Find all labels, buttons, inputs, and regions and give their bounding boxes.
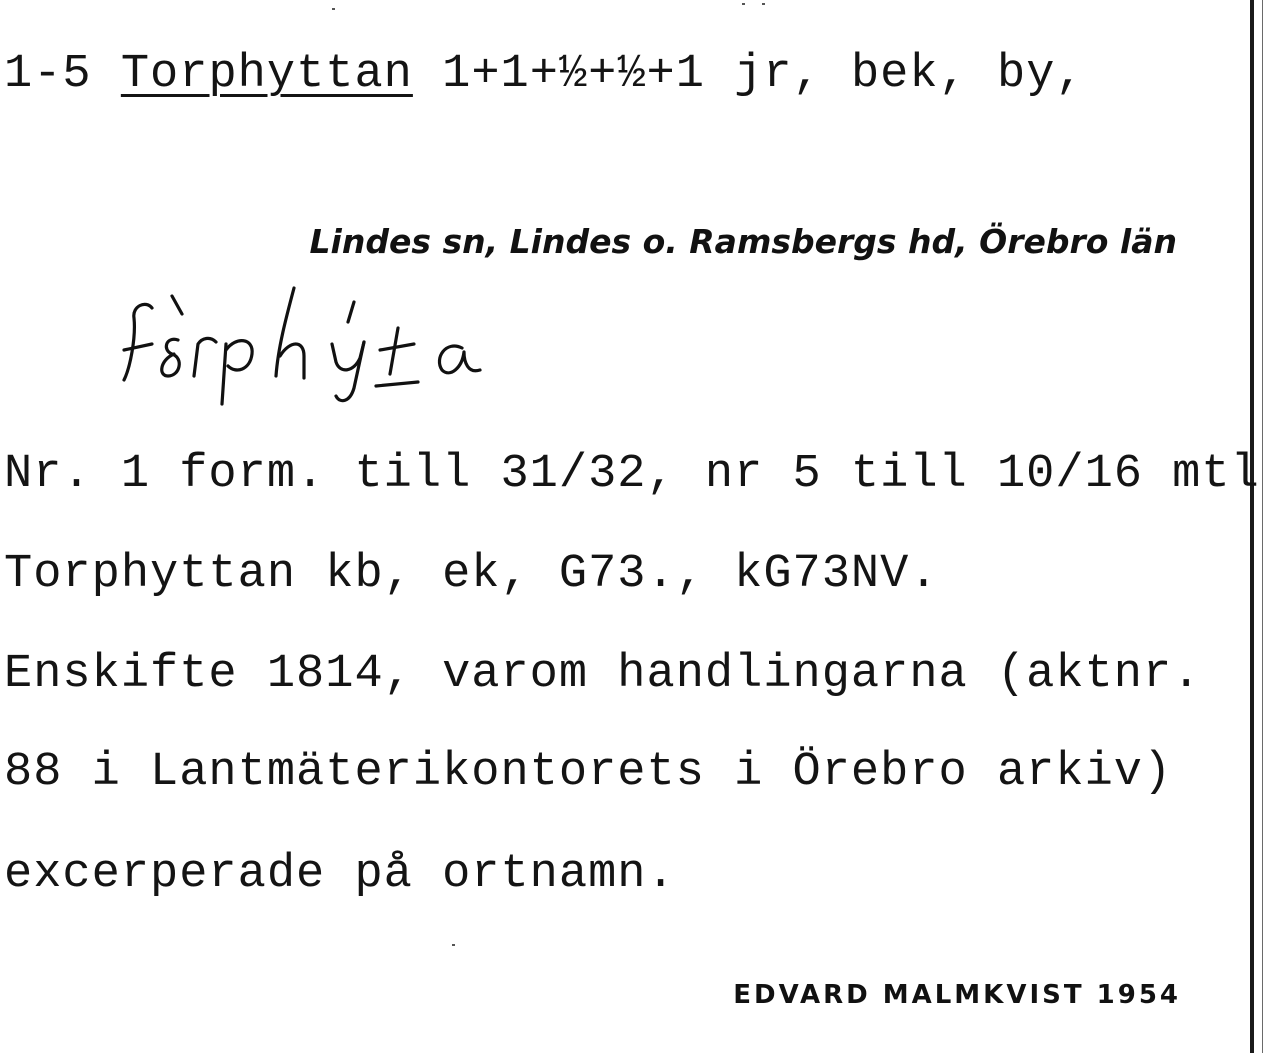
card-line-2: Torphyttan kb, ek, G73., kG73NV. <box>4 548 939 601</box>
paper-speck <box>742 3 745 5</box>
entry-number: 1-5 <box>4 48 92 101</box>
card-line-3: Enskifte 1814, varom handlingarna (aktnr. <box>4 648 1202 701</box>
headline <box>4 48 1085 101</box>
paper-speck <box>332 8 335 10</box>
card-edge-line <box>1250 0 1254 1053</box>
card-edge-line-thin <box>1262 0 1263 1053</box>
paper-speck <box>762 3 765 5</box>
card-line-1: Nr. 1 form. till 31/32, nr 5 till 10/16 mtl <box>4 448 1260 501</box>
paper-speck <box>452 944 455 946</box>
card-line-4: 88 i Lantmäterikontorets i Örebro arkiv) <box>4 746 1173 799</box>
parish-location: Lindes sn, Lindes o. Ramsbergs hd, Örebro län <box>309 222 1177 261</box>
card-line-5: excerperade på ortnamn. <box>4 848 676 901</box>
entry-details: 1+1+½+½+1 jr, bek, by, <box>442 48 1085 101</box>
place-name: Torphyttan <box>120 48 413 101</box>
collector-signature: EDVARD MALMKVIST 1954 <box>733 980 1181 1010</box>
handwritten-pronunciation <box>118 278 578 408</box>
